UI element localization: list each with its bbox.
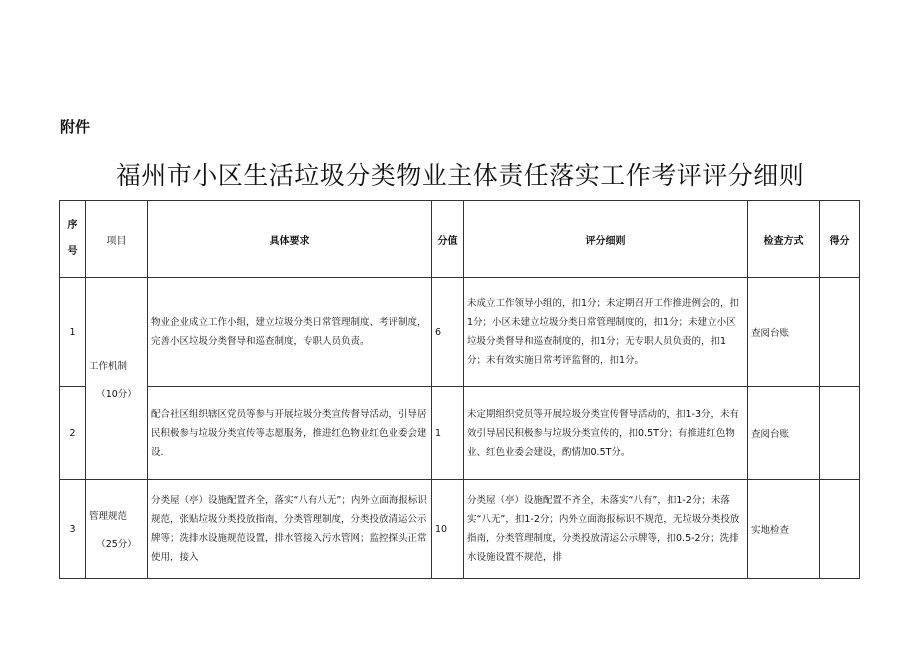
row-score: 1: [432, 387, 464, 480]
header-score: 分值: [432, 201, 464, 278]
row-detail: 分类屋（亭）设施配置不齐全，未落实“八有”，扣1-2分；未落实“八无”，扣1-2分；内外立面海报标识不规范，无垃圾分类投放指南，分类管理制度，分类投放清运公示牌等，扣0.5-2分；洗排水设施设置不规范，排: [464, 480, 748, 579]
row-detail: 未定期组织党员等开展垃圾分类宣传督导活动的，扣1-3分，未有效引导居民积极参与垃圾分类宣传的，扣0.5T分；有推进红色物业、红色业委会建设，酌情加0.5T分。: [464, 387, 748, 480]
row-no: 1: [60, 278, 86, 387]
row-requirement: 配合社区组织辖区党员等参与开展垃圾分类宣传督导活动，引导居民积极参与垃圾分类宣传等志愿服务，推进红色物业红色业委会建设.: [148, 387, 432, 480]
table-row: [60, 387, 860, 480]
group-cell: [86, 480, 148, 579]
header-item: 项目: [86, 201, 148, 278]
row-no: 3: [60, 480, 86, 579]
scoring-table: [59, 200, 860, 579]
group-name: 管理规范: [89, 511, 128, 522]
row-method: 实地检查: [748, 480, 820, 579]
group-cell: [86, 278, 148, 480]
row-detail: 未成立工作领导小组的，扣1分；未定期召开工作推进例会的，扣1分；小区未建立垃圾分类日常管理制度的，扣1分；未建立小区垃圾分类督导和巡查制度的，扣1分；无专职人员负责的，扣1分；未有效实施日常考评监督的，扣1分。: [464, 278, 748, 387]
group-weight: （10分）: [96, 388, 137, 400]
row-score: 6: [432, 278, 464, 387]
header-requirement: 具体要求: [148, 201, 432, 278]
row-points: [820, 278, 860, 387]
header-points: 得分: [820, 201, 860, 278]
row-requirement: 物业企业成立工作小组，建立垃圾分类日常管理制度、考评制度，完善小区垃圾分类督导和巡查制度，专职人员负责。: [148, 278, 432, 387]
row-requirement: 分类屋（亭）设施配置齐全，落实“八有八无”；内外立面海报标识规范，张贴垃圾分类投放指南，分类管理制度，分类投放清运公示牌等；洗排水设施规范设置，排水管接入污水管网；监控探头正常使用，接入: [148, 480, 432, 579]
row-points: [820, 480, 860, 579]
row-method: 查阅台账: [748, 387, 820, 480]
table-row: [60, 480, 860, 579]
table-row: [60, 278, 860, 387]
header-detail: 评分细则: [464, 201, 748, 278]
attachment-label: 附件: [60, 118, 91, 136]
header-method: 检查方式: [748, 201, 820, 278]
row-method: 查阅台账: [748, 278, 820, 387]
document-title: 福州市小区生活垃圾分类物业主体责任落实工作考评评分细则: [115, 161, 805, 190]
row-points: [820, 387, 860, 480]
header-no: 序号: [60, 201, 86, 278]
group-name: 工作机制: [89, 360, 128, 372]
group-weight: （25分）: [96, 539, 137, 550]
row-no: 2: [60, 387, 86, 480]
table-header-row: [60, 201, 860, 278]
row-score: 10: [432, 480, 464, 579]
